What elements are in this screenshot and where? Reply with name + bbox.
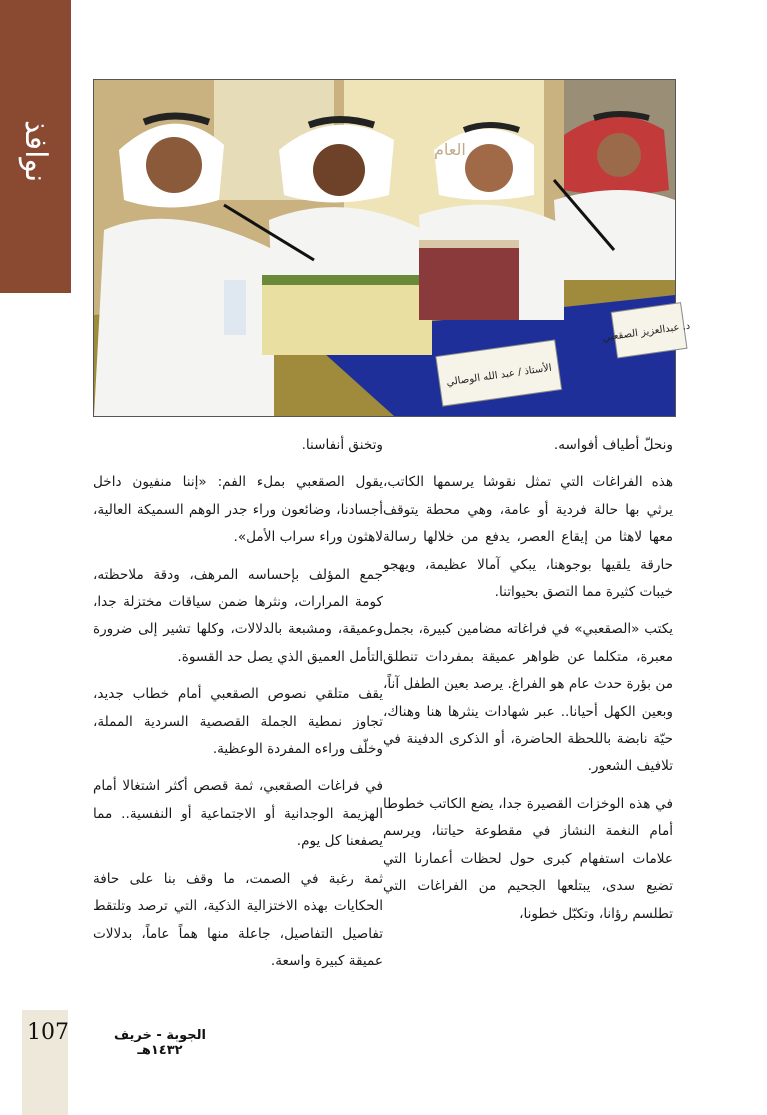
paragraph: يقف متلقي نصوص الصقعبي أمام خطاب جديد، تجاوز نمطية الجملة القصصية السردية المملة، وخلّف وراءه المفردة الوعظية. [93,686,383,758]
paragraph: هذه الفراغات التي تمثل نقوشا يرسمها الكاتب، يرثي بها حالة فردية أو عامة، وهي محطة يتوقف معها لاهثا من إيقاع العصر، يدفع من خلالها رسالة حارقة يلقيها بوجوهنا، يبكي آمالا عظيمة، ويهجو خيبات كثيرة مما التصق بحيواتنا. [383,474,673,601]
paragraph: جمع المؤلف بإحساسه المرهف، ودقة ملاحظته، كومة المرارات، ونثرها ضمن سياقات مختزلة جدا، وعميقة، ومشبعة بالدلالات، وكلها تشير إلى ضرورة التأمل العميق الذي يصل حد القسوة. [93,566,383,665]
section-tab [0,0,71,293]
banner-text: العام [434,140,466,159]
section-label: نوافذ [18,119,53,183]
paragraph: في هذه الوخزات القصيرة جدا، يضع الكاتب خطوطا أمام النغمة النشاز في مقطوعة حياتنا، ويرسم علامات استفهام كبرى حول لحظات أعمارنا التي تضيع سدى، يبتلعها الجحيم من الفراغات التي تطلسم رؤانا، وتكبّل خطونا، [383,795,673,922]
paragraph: ونحلّ أطياف أفواسه. [553,437,673,453]
paragraph: وتخنق أنفاسنا. [301,437,383,453]
page-number: 107 [27,1020,69,1045]
left-column [93,432,383,985]
nameplate-text-2: د. عبدالعزيز الصقعبي [601,320,691,344]
paragraph: يقول الصقعبي بملء الفم: «إننا منفيون داخل أجسادنا، وضائعون وراء جدر الوهم السميكة العالية، لاهثون وراء سراب الأمل». [93,474,383,546]
issue-label: الجوبة - خريف ١٤٣٢هـ [114,1028,206,1058]
event-photo [93,79,691,417]
paragraph: ثمة رغبة في الصمت، ما وقف بنا على حافة الحكايات بهذه الاختزالية الذكية، التي ترصد وتلتقط تفاصيل التفاصيل، جاعلة منها هماً عاماً، بدلالات عميقة كبيرة واسعة. [93,870,383,969]
paragraph: يكتب «الصقعبي» في فراغاته مضامين كبيرة، بجمل معبرة، متكلما عن ظواهر عميقة بمفردات تنطلق من بؤرة حدث عام هو الفراغ. يرصد بعين الطفل آناً، وبعين الكهل أحيانا.. عبر شهادات ينثرها هنا وهناك، حيّة نابضة باللحظة الحاضرة، أو الذكرى الدفينة في تلافيف الشعور. [383,621,673,775]
paragraph: في فراغات الصقعبي، ثمة قصص أكثر اشتغالا أمام الهزيمة الوجدانية أو الاجتماعية أو النفسية.. مما يصفعنا كل يوم. [93,778,383,850]
nameplate-text-1: الأستاذ / عبد الله الوصالي [445,362,553,389]
right-column [383,432,673,938]
